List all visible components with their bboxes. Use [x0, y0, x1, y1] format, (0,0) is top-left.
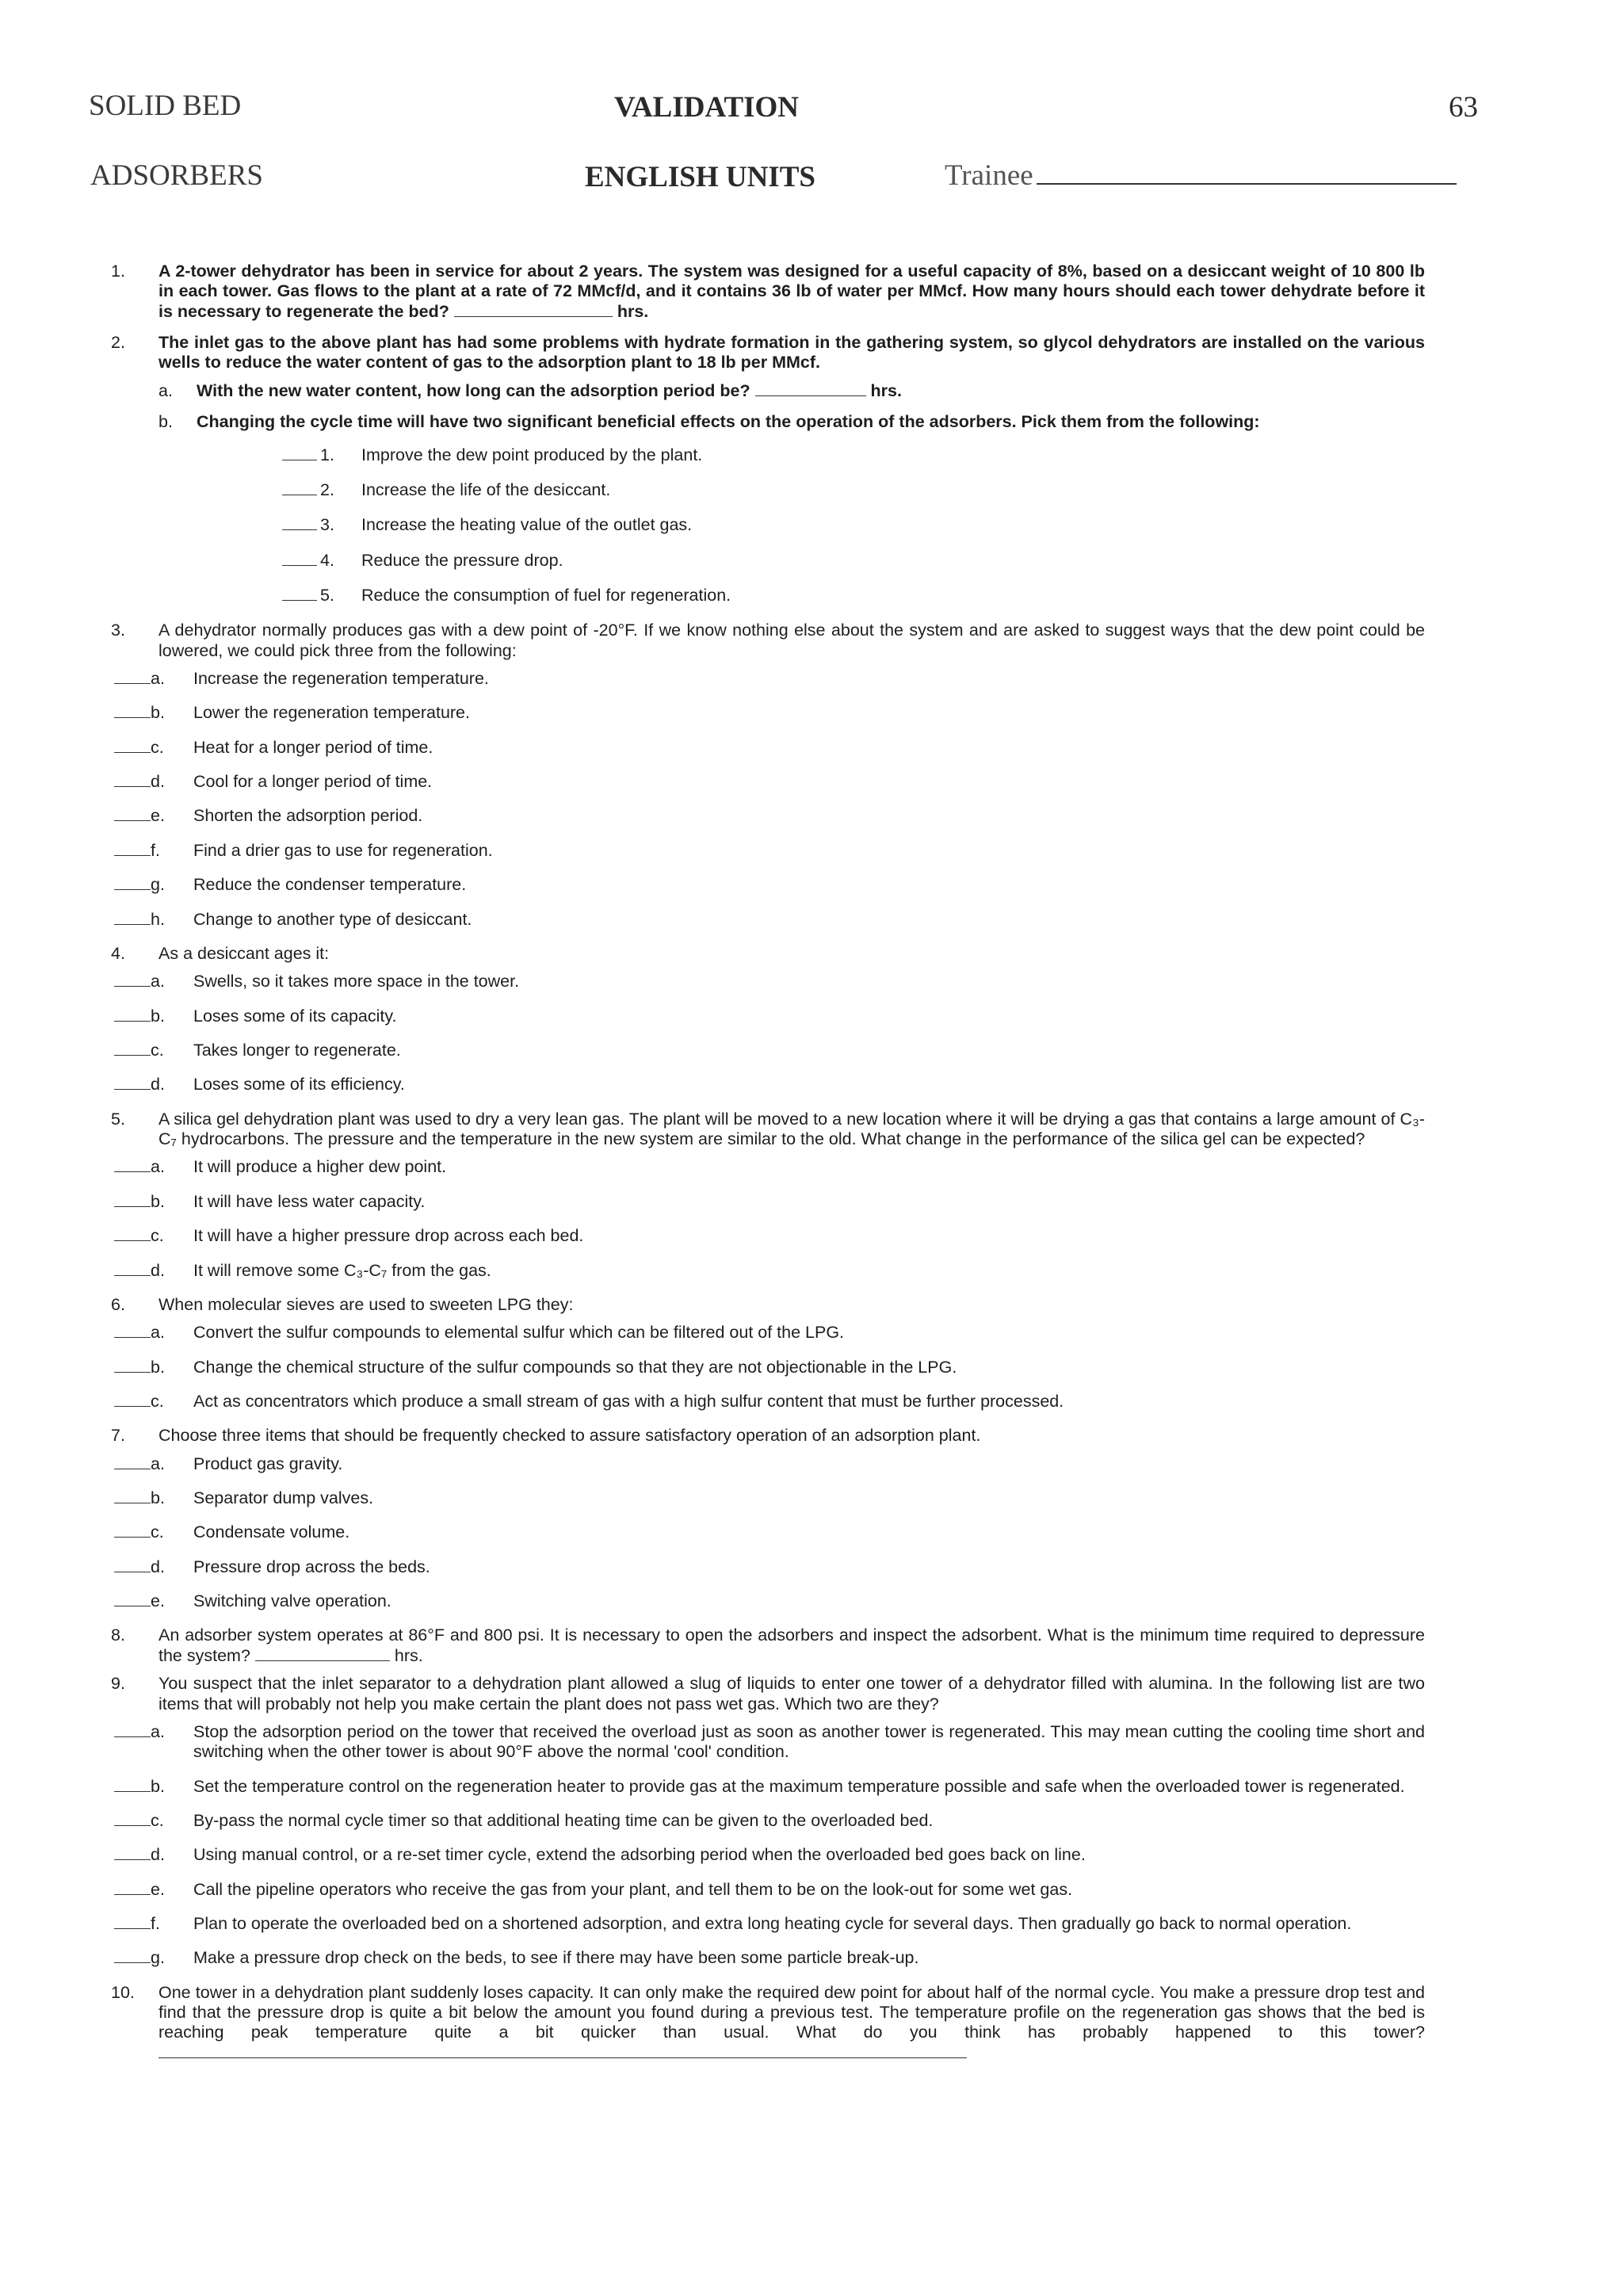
- option-label: c.: [151, 1522, 164, 1542]
- answer-blank[interactable]: [114, 1021, 151, 1022]
- option-text: Loses some of its capacity.: [193, 1006, 397, 1026]
- answer-blank[interactable]: [114, 1337, 151, 1338]
- option-text: It will have less water capacity.: [193, 1191, 426, 1211]
- option-row: [114, 703, 1425, 723]
- answer-blank[interactable]: [114, 855, 151, 856]
- option-row: [114, 1845, 1425, 1865]
- header-subtitle: ENGLISH UNITS: [585, 161, 815, 193]
- option-row: [114, 1226, 1425, 1246]
- question-8: [111, 1626, 1425, 1666]
- option-label: b.: [151, 1006, 165, 1026]
- question-number: 8.: [111, 1626, 125, 1645]
- option-row: [114, 1777, 1425, 1797]
- option-label: e.: [151, 1879, 165, 1899]
- option-text: Pressure drop across the beds.: [193, 1557, 430, 1576]
- answer-blank[interactable]: [114, 1171, 151, 1172]
- question-2a: [117, 381, 1425, 401]
- question-text: A 2-tower dehydrator has been in service for about 2 years. The system was designed for a useful capacity of 8%, based on a desiccant weight of 10 800 lb in each tower. Gas flows to the plant at a rate of 72 MMcf/d, and it contains 36 lb of water per MMcf. How many hours should each tower dehydrate before it is necessary to regenerate the bed?: [158, 262, 1425, 321]
- option-label: 5.: [320, 585, 334, 605]
- option-text: Change the chemical structure of the sulfur compounds so that they are not objectionable in the LPG.: [193, 1357, 957, 1377]
- option-row: [114, 1041, 1425, 1060]
- sub-text: With the new water content, how long can the adsorption period be?: [197, 380, 750, 400]
- answer-unit: hrs.: [617, 301, 649, 321]
- answer-blank[interactable]: [114, 1275, 151, 1276]
- option-label: b.: [151, 703, 165, 723]
- answer-blank[interactable]: [114, 924, 151, 925]
- answer-blank[interactable]: [454, 302, 613, 317]
- option-text: Reduce the condenser temperature.: [193, 875, 467, 895]
- option-row: [282, 515, 1425, 535]
- option-text: Condensate volume.: [193, 1522, 350, 1542]
- option-text: Improve the dew point produced by the plant.: [361, 445, 703, 464]
- option-row: [114, 1075, 1425, 1095]
- option-text: Set the temperature control on the regeneration heater to provide gas at the maximum temperature possible and safe when the overloaded tower is regenerated.: [193, 1776, 1405, 1796]
- option-text: Takes longer to regenerate.: [193, 1040, 401, 1060]
- option-row: [114, 772, 1425, 792]
- option-row: [282, 480, 1425, 500]
- option-row: [114, 1392, 1425, 1412]
- trainee-name-blank[interactable]: [1037, 159, 1457, 185]
- sub-text: Changing the cycle time will have two significant beneficial effects on the operation of the adsorbers. Pick them from the following:: [197, 412, 1260, 432]
- option-row: [114, 1007, 1425, 1026]
- question-3: [111, 621, 1425, 661]
- option-label: d.: [151, 1260, 165, 1280]
- question-text: You suspect that the inlet separator to a dehydration plant allowed a slug of liquids to enter one tower of a dehydrator filled with alumina. In the following list are two items that will probably not help you make certain the plant does not pass wet gas. Which two are they?: [158, 1674, 1425, 1713]
- option-row: [282, 586, 1425, 606]
- option-text: Find a drier gas to use for regeneration.: [193, 840, 493, 860]
- option-row: [282, 445, 1425, 465]
- option-text: It will remove some C₃-C₇ from the gas.: [193, 1260, 491, 1280]
- option-row: [114, 669, 1425, 689]
- option-row: [114, 1192, 1425, 1212]
- option-row: [114, 1358, 1425, 1377]
- option-label: b.: [151, 1357, 165, 1377]
- question-10: [111, 1982, 1425, 2063]
- question-text: An adsorber system operates at 86°F and 800 psi. It is necessary to open the adsorbers and inspect the adsorbent. What is the minimum time required to depressure the system?: [158, 1626, 1425, 1665]
- answer-blank[interactable]: [114, 1736, 151, 1737]
- answer-blank[interactable]: [114, 717, 151, 718]
- option-text: Cool for a longer period of time.: [193, 772, 433, 792]
- option-text: Make a pressure drop check on the beds, to see if there may have been some particle break-up.: [193, 1948, 919, 1968]
- answer-blank[interactable]: [114, 1206, 151, 1207]
- option-text: Increase the life of the desiccant.: [361, 479, 611, 499]
- sub-label: a.: [158, 380, 173, 400]
- header-left-top: SOLID BED: [89, 90, 242, 122]
- option-row: [114, 806, 1425, 826]
- option-text: Switching valve operation.: [193, 1591, 391, 1611]
- answer-blank[interactable]: [114, 786, 151, 787]
- option-label: g.: [151, 1948, 165, 1968]
- header-left-bottom: ADSORBERS: [90, 159, 263, 192]
- answer-blank[interactable]: [282, 529, 317, 530]
- option-label: d.: [151, 1845, 165, 1865]
- answer-blank[interactable]: [114, 1825, 151, 1826]
- option-label: c.: [151, 1226, 164, 1246]
- question-7: [111, 1426, 1425, 1446]
- question-9: [111, 1674, 1425, 1714]
- question-4: [111, 943, 1425, 964]
- answer-blank[interactable]: [114, 820, 151, 821]
- trainee-field[interactable]: [945, 159, 1457, 193]
- option-text: Separator dump valves.: [193, 1488, 374, 1508]
- option-label: d.: [151, 1075, 165, 1095]
- question-text: When molecular sieves are used to sweeten LPG they:: [158, 1294, 574, 1314]
- option-label: 3.: [320, 515, 334, 535]
- option-row: [114, 1591, 1425, 1611]
- option-label: a.: [151, 1721, 165, 1741]
- option-label: 2.: [320, 479, 334, 499]
- option-row: [114, 972, 1425, 991]
- question-text: One tower in a dehydration plant suddenly loses capacity. It can only make the required dew point for about half of the normal cycle. You make a pressure drop test and find that the pressure drop is quite a bit below the amount you found during a previous test. The temperature profile on the regeneration gas shows that the bed is reaching peak temperature quite a bit quicker than usual. What do you think has probably happened to this tower?: [158, 1982, 1425, 2042]
- answer-blank[interactable]: [114, 1406, 151, 1407]
- answer-blank[interactable]: [114, 1537, 151, 1538]
- answer-blank[interactable]: [255, 1646, 390, 1661]
- option-text: Shorten the adsorption period.: [193, 806, 423, 826]
- option-text: Loses some of its efficiency.: [193, 1075, 405, 1095]
- option-text: Call the pipeline operators who receive the gas from your plant, and tell them to be on the look-out for some wet gas.: [193, 1879, 1073, 1899]
- question-number: 9.: [111, 1674, 125, 1694]
- option-label: d.: [151, 772, 165, 792]
- option-text: Heat for a longer period of time.: [193, 737, 433, 757]
- question-number: 4.: [111, 943, 125, 963]
- option-label: f.: [151, 840, 160, 860]
- answer-blank[interactable]: [158, 2043, 967, 2058]
- option-text: It will have a higher pressure drop across each bed.: [193, 1226, 584, 1246]
- option-text: Reduce the consumption of fuel for regeneration.: [361, 585, 731, 605]
- question-text: The inlet gas to the above plant has had some problems with hydrate formation in the gathering system, so glycol dehydrators are installed on the various wells to reduce the water content of gas to the adsorption plant to 18 lb per MMcf.: [158, 333, 1425, 372]
- option-text: Swells, so it takes more space in the tower.: [193, 972, 520, 991]
- question-number: 6.: [111, 1294, 125, 1314]
- option-text: It will produce a higher dew point.: [193, 1157, 447, 1177]
- option-row: [114, 1811, 1425, 1831]
- option-label: c.: [151, 1040, 164, 1060]
- answer-blank[interactable]: [114, 1372, 151, 1373]
- option-label: b.: [151, 1191, 165, 1211]
- option-label: a.: [151, 1157, 165, 1177]
- option-row: [114, 875, 1425, 895]
- option-row: [114, 1261, 1425, 1281]
- question-2b: [117, 412, 1425, 432]
- option-label: d.: [151, 1557, 165, 1576]
- answer-blank[interactable]: [114, 1089, 151, 1090]
- answer-blank[interactable]: [114, 752, 151, 753]
- option-text: Increase the regeneration temperature.: [193, 669, 489, 689]
- option-text: Lower the regeneration temperature.: [193, 703, 470, 723]
- option-label: c.: [151, 1810, 164, 1830]
- answer-unit: hrs.: [870, 380, 902, 400]
- question-1: [111, 262, 1425, 322]
- option-row: [114, 1722, 1425, 1763]
- option-label: a.: [151, 972, 165, 991]
- answer-blank[interactable]: [114, 1859, 151, 1860]
- answer-blank[interactable]: [114, 1055, 151, 1056]
- question-text: As a desiccant ages it:: [158, 943, 330, 963]
- option-label: c.: [151, 737, 164, 757]
- question-number: 2.: [111, 333, 125, 353]
- question-number: 7.: [111, 1426, 125, 1446]
- option-label: h.: [151, 909, 165, 929]
- option-row: [114, 910, 1425, 930]
- answer-blank[interactable]: [114, 1894, 151, 1895]
- option-text: Convert the sulfur compounds to elemental sulfur which can be filtered out of the LPG.: [193, 1323, 845, 1343]
- question-text: A silica gel dehydration plant was used to dry a very lean gas. The plant will be moved to a new location where it will be drying a gas that contains a large amount of C₃-C₇ hydrocarbons. The pressure and the temperature in the new system are similar to the old. What change in the performance of the silica gel can be expected?: [158, 1109, 1425, 1149]
- option-row: [114, 1323, 1425, 1343]
- option-text: Stop the adsorption period on the tower that received the overload just as soon as another tower is regenerated. This may mean cutting the cooling time short and switching when the other tower is about 90°F above the normal 'cool' condition.: [193, 1721, 1425, 1762]
- page-number: 63: [1449, 91, 1478, 124]
- option-label: a.: [151, 669, 165, 689]
- option-label: e.: [151, 806, 165, 826]
- option-row: [114, 1948, 1425, 1968]
- answer-blank[interactable]: [114, 1928, 151, 1929]
- option-row: [114, 1157, 1425, 1177]
- option-label: 4.: [320, 550, 334, 570]
- option-row: [114, 1488, 1425, 1508]
- option-label: b.: [151, 1776, 165, 1796]
- option-text: Increase the heating value of the outlet gas.: [361, 515, 693, 535]
- answer-blank[interactable]: [755, 381, 866, 396]
- question-6: [111, 1294, 1425, 1315]
- option-text: Plan to operate the overloaded bed on a shortened adsorption, and extra long heating cycle for several days. Then gradually go back to normal operation.: [193, 1914, 1352, 1934]
- option-text: Product gas gravity.: [193, 1454, 343, 1473]
- answer-unit: hrs.: [394, 1645, 423, 1665]
- question-number: 10.: [111, 1982, 135, 2002]
- option-text: Act as concentrators which produce a small stream of gas with a high sulfur content that must be further processed.: [193, 1391, 1064, 1411]
- header-title: VALIDATION: [614, 91, 800, 124]
- option-label: c.: [151, 1391, 164, 1411]
- answer-blank[interactable]: [114, 1240, 151, 1241]
- option-label: 1.: [320, 445, 334, 464]
- question-number: 1.: [111, 262, 125, 281]
- trainee-label: Trainee: [945, 159, 1033, 192]
- option-row: [282, 551, 1425, 571]
- answer-blank[interactable]: [114, 683, 151, 684]
- option-row: [114, 738, 1425, 758]
- option-row: [114, 1557, 1425, 1577]
- option-text: Change to another type of desiccant.: [193, 909, 472, 929]
- question-text: A dehydrator normally produces gas with a dew point of -20°F. If we know nothing else about the system and are asked to suggest ways that the dew point could be lowered, we could pick three from the following:: [158, 621, 1425, 660]
- option-label: a.: [151, 1454, 165, 1473]
- option-label: e.: [151, 1591, 165, 1611]
- question-5: [111, 1109, 1425, 1150]
- option-label: f.: [151, 1914, 160, 1934]
- option-label: a.: [151, 1323, 165, 1343]
- answer-blank[interactable]: [114, 1962, 151, 1963]
- option-text: Using manual control, or a re-set timer cycle, extend the adsorbing period when the overloaded bed goes back on line.: [193, 1845, 1086, 1865]
- question-text: Choose three items that should be frequently checked to assure satisfactory operation of an adsorption plant.: [158, 1426, 981, 1446]
- option-label: g.: [151, 875, 165, 895]
- answer-blank[interactable]: [282, 565, 317, 566]
- questions-list: [111, 262, 1425, 2071]
- sub-label: b.: [158, 412, 173, 432]
- option-row: [114, 1914, 1425, 1934]
- answer-blank[interactable]: [114, 986, 151, 987]
- question-2: [111, 333, 1425, 373]
- answer-blank[interactable]: [114, 889, 151, 890]
- option-text: By-pass the normal cycle timer so that additional heating time can be given to the overloaded bed.: [193, 1810, 934, 1830]
- option-row: [114, 1522, 1425, 1542]
- option-row: [114, 1880, 1425, 1900]
- answer-blank[interactable]: [114, 1791, 151, 1792]
- option-row: [114, 841, 1425, 861]
- option-text: Reduce the pressure drop.: [361, 550, 563, 570]
- question-number: 5.: [111, 1109, 125, 1129]
- answer-blank[interactable]: [282, 600, 317, 601]
- question-number: 3.: [111, 621, 125, 640]
- option-label: b.: [151, 1488, 165, 1508]
- option-row: [114, 1454, 1425, 1474]
